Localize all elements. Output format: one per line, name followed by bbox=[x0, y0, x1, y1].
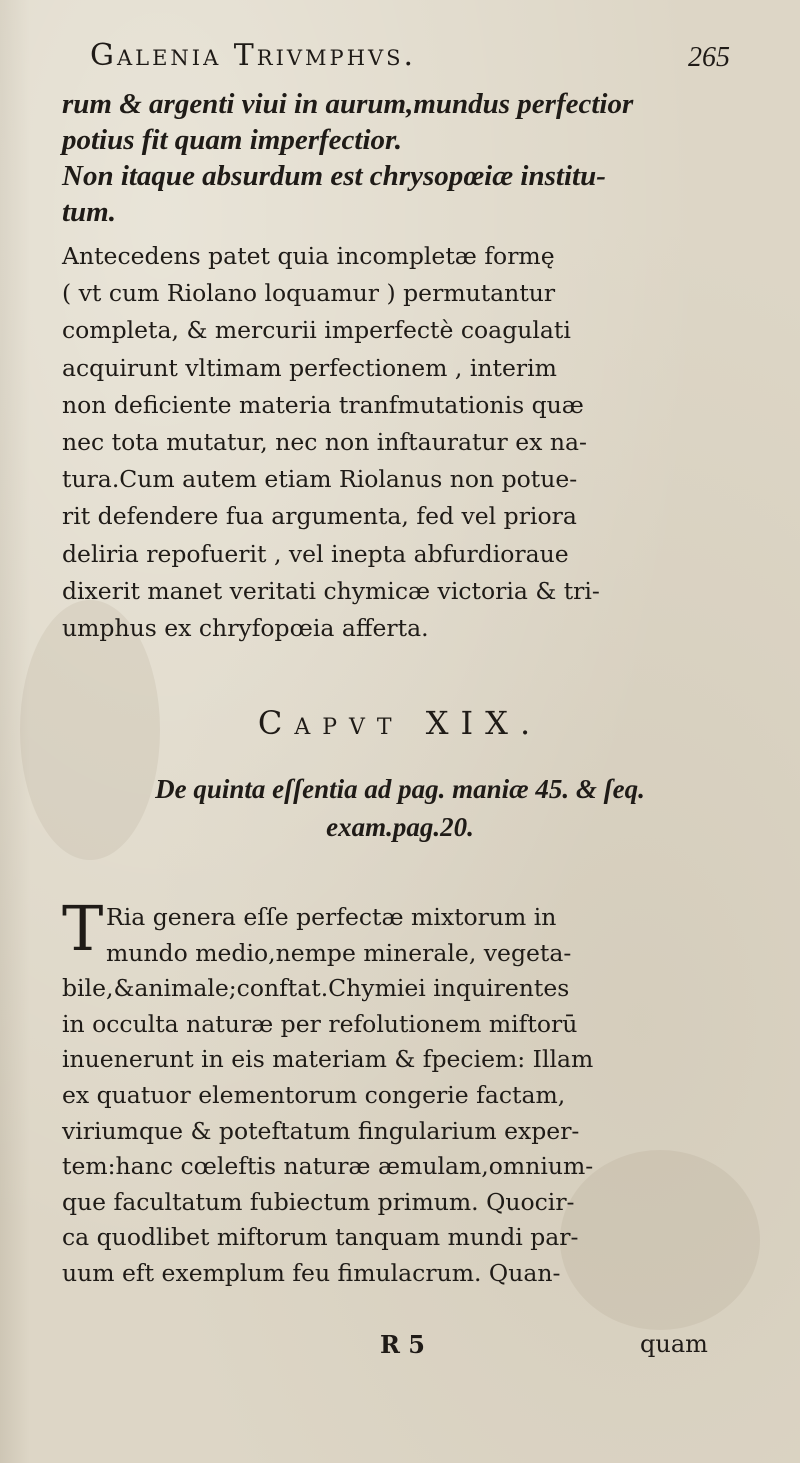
text-line: mundo medio,nempe minerale, vegeta- bbox=[106, 938, 572, 967]
chapter-heading: Capvt XIX. bbox=[257, 704, 543, 742]
main-text bbox=[62, 892, 734, 1292]
text-line: rum & argenti viui in aurum,mundus perfectior bbox=[62, 88, 634, 120]
text-line: ( vt cum Riolano loquamur ) permutantur bbox=[62, 279, 556, 308]
text-line: bile,&animale;conftat.Chymiei inquirentes bbox=[62, 974, 570, 1003]
chapter-subtitle bbox=[0, 770, 800, 846]
page-header bbox=[90, 38, 730, 82]
italic-paragraph bbox=[62, 86, 734, 230]
running-title: Galenia Trivmphvs. bbox=[90, 38, 417, 73]
text-line: Antecedens patet quia incompletæ formę bbox=[62, 242, 555, 270]
text-line: tum. bbox=[62, 196, 116, 228]
signature-mark: R 5 bbox=[380, 1330, 425, 1359]
page-number: 265 bbox=[688, 42, 730, 73]
text-line: deliria repofuerit , vel inepta abfurdioraue bbox=[62, 539, 569, 568]
text-line: ca quodlibet miftorum tanquam mundi par- bbox=[62, 1223, 579, 1252]
text-line: nec tota mutatur, nec non inftauratur ex na- bbox=[62, 428, 587, 457]
text-line: Non itaque absurdum est chrysopœiæ institu- bbox=[62, 160, 606, 192]
text-line: inuenerunt in eis materiam & fpeciem: Illam bbox=[62, 1045, 594, 1074]
text-line: non deficiente materia tranfmutationis quæ bbox=[62, 390, 584, 419]
text-line: Ria genera eſſe perfectæ mixtorum in bbox=[106, 903, 557, 931]
text-line: viriumque & poteftatum fingularium exper- bbox=[62, 1116, 580, 1145]
text-line: tem:hanc cœleftis naturæ æmulam,omnium- bbox=[62, 1152, 594, 1181]
text-line: in occulta naturæ per refolutionem miftorū bbox=[62, 1009, 578, 1038]
text-line: dixerit manet veritati chymicæ victoria & tri- bbox=[62, 576, 600, 605]
roman-paragraph bbox=[62, 238, 734, 647]
drop-cap: T bbox=[62, 892, 104, 965]
text-line: que facultatum fubiectum primum. Quocir- bbox=[62, 1187, 575, 1216]
text-line: ex quatuor elementorum congerie factam, bbox=[62, 1080, 566, 1109]
text-line: potius fit quam imperfectior. bbox=[62, 124, 402, 156]
subtitle-line: exam.pag.20. bbox=[326, 812, 474, 842]
text-line: tura.Cum autem etiam Riolanus non potue- bbox=[62, 465, 578, 494]
subtitle-line: De quinta eſſentia ad pag. maniæ 45. & ſeq. bbox=[155, 774, 645, 804]
text-line: umphus ex chryfopœia afferta. bbox=[62, 614, 429, 643]
text-line: rit defendere fua argumenta, fed vel priora bbox=[62, 502, 577, 531]
catchword: quam bbox=[640, 1330, 708, 1358]
text-line: uum eft exemplum feu fimulacrum. Quan- bbox=[62, 1258, 561, 1287]
text-line: acquirunt vltimam perfectionem , interim bbox=[62, 353, 557, 382]
text-line: completa, & mercurii imperfectè coagulati bbox=[62, 316, 571, 345]
